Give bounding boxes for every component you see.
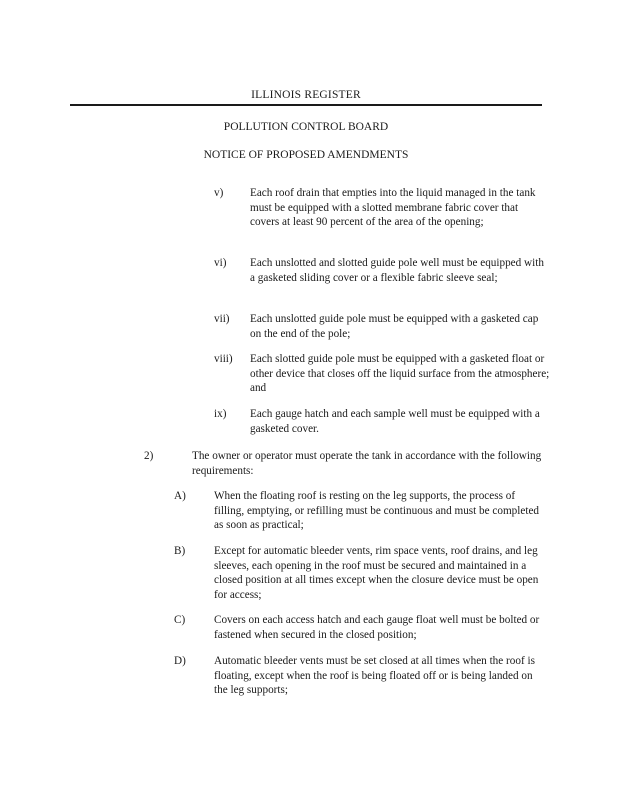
item-text: Automatic bleeder vents must be set closed at all times when the roof is floating, except when the roof is being floated off or is being landed on the leg supports; [214, 655, 535, 697]
item-label: C) [174, 614, 186, 626]
item-label: A) [174, 490, 186, 502]
item-label: vi) [214, 257, 227, 269]
notice-title: NOTICE OF PROPOSED AMENDMENTS [203, 149, 409, 161]
item-label: v) [214, 187, 224, 199]
item-text: Except for automatic bleeder vents, rim space vents, roof drains, and leg sleeves, each opening in the roof must be secured and maintained in a closed position at all times except when the closure device must be open for access; [214, 545, 539, 601]
register-title: ILLINOIS REGISTER [251, 89, 361, 101]
item-text: Each unslotted and slotted guide pole well must be equipped with a gasketed sliding cover or a flexible fabric sleeve seal; [250, 257, 544, 284]
item-text: Covers on each access hatch and each gauge float well must be bolted or fastened when secured in the closed position; [214, 614, 540, 641]
item-label: vii) [214, 313, 230, 325]
item-label: ix) [214, 408, 227, 420]
item-text: Each roof drain that empties into the liquid managed in the tank must be equipped with a slotted membrane fabric cover that covers at least 90 percent of the area of the opening; [250, 187, 536, 229]
header-rule [70, 104, 542, 106]
board-name: POLLUTION CONTROL BOARD [223, 121, 389, 133]
item-text: Each gauge hatch and each sample well must be equipped with a gasketed cover. [250, 408, 540, 435]
item-label: D) [174, 655, 186, 667]
item-text: Each unslotted guide pole must be equipped with a gasketed cap on the end of the pole; [250, 313, 539, 340]
item-text: The owner or operator must operate the tank in accordance with the following requirements: [192, 450, 542, 477]
item-label: B) [174, 545, 186, 557]
item-text: Each slotted guide pole must be equipped with a gasketed float or other device that closes off the liquid surface from the atmosphere; and [250, 353, 550, 395]
item-text: When the floating roof is resting on the leg supports, the process of filling, emptying, or refilling must be continuous and must be completed as soon as practical; [214, 490, 540, 532]
item-label: viii) [214, 353, 233, 365]
item-label: 2) [144, 450, 154, 462]
